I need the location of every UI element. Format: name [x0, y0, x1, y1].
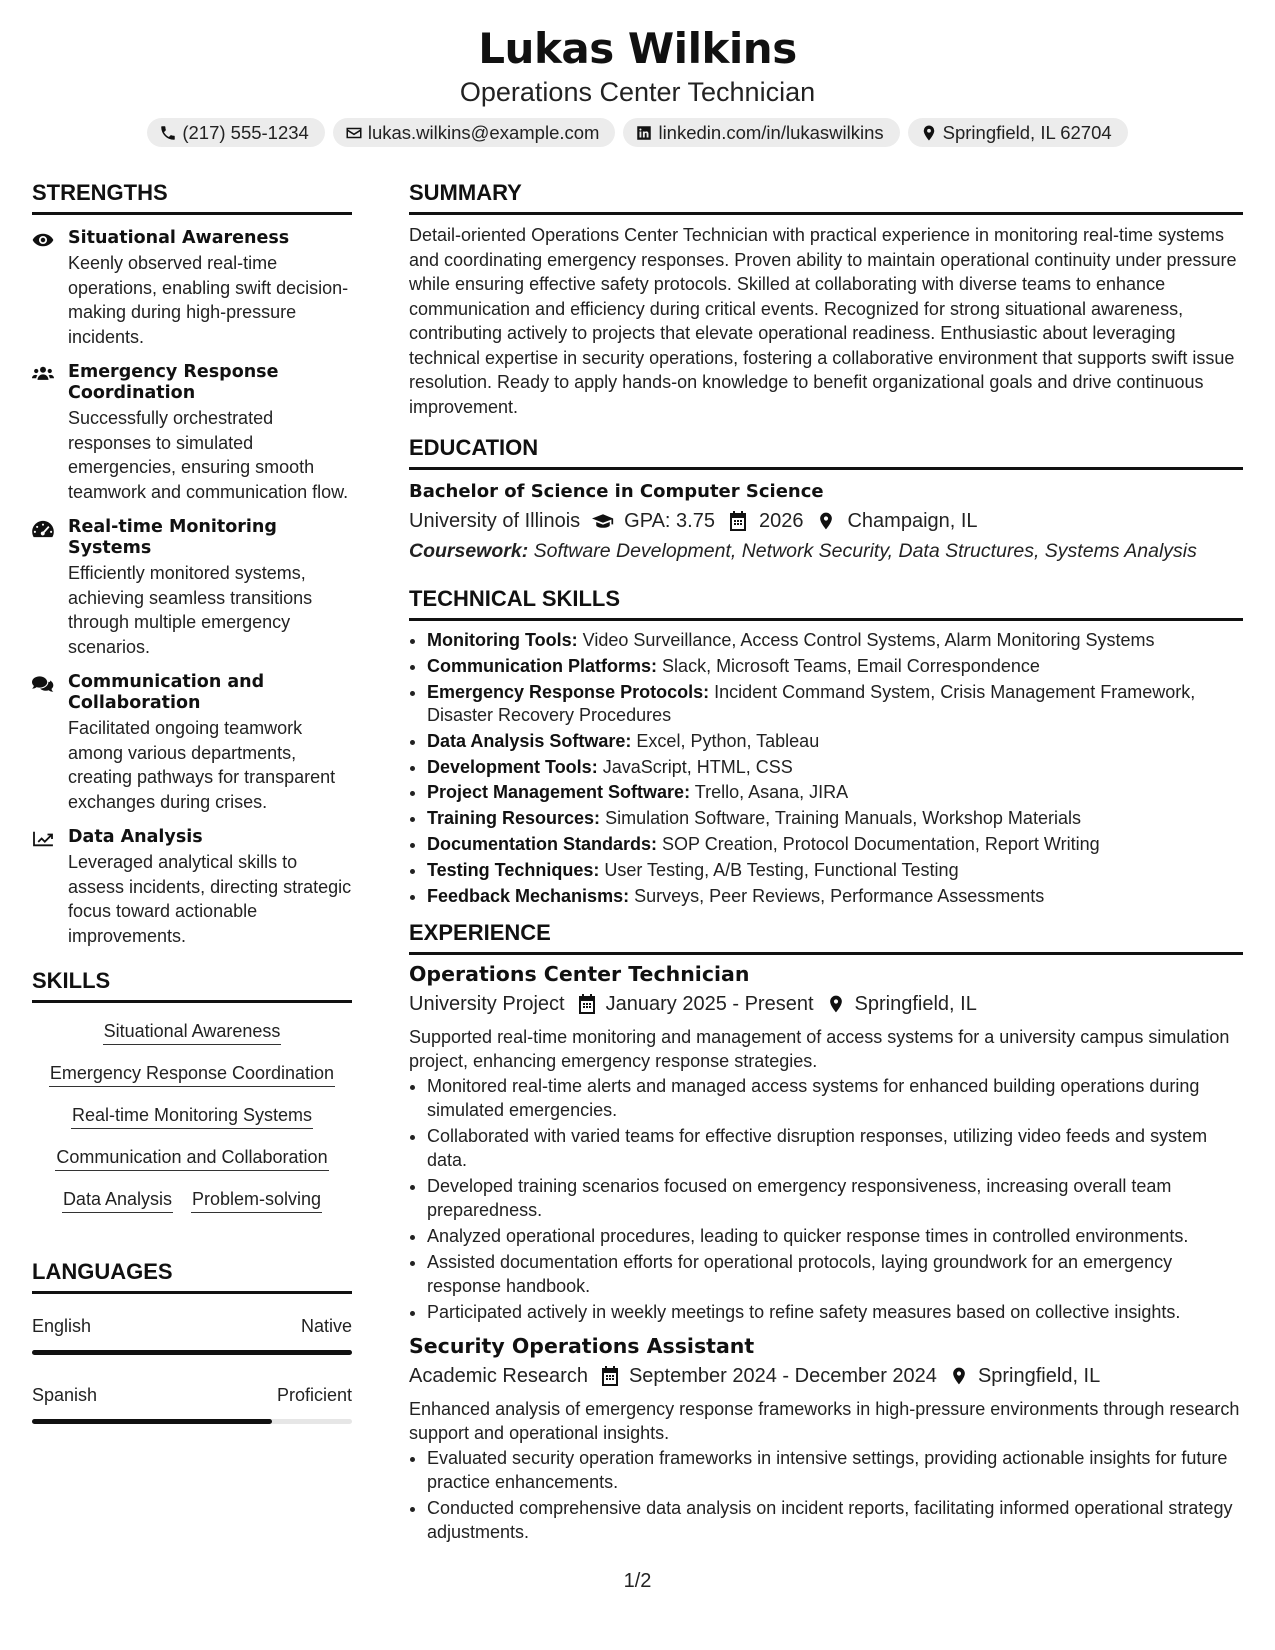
graduation-cap-icon [592, 511, 614, 531]
language-level: Native [300, 1316, 352, 1336]
list-item [427, 833, 1243, 857]
list-item [427, 781, 1243, 805]
skill-category: Communication Platforms: [427, 655, 658, 676]
gauge-icon [32, 520, 54, 538]
education-section [409, 433, 1243, 566]
skill-values: Video Surveillance, Access Control Systems, Alarm Monitoring Systems [582, 630, 1155, 650]
skill-category: Feedback Mechanisms: [427, 885, 630, 906]
school-location: Champaign, IL [847, 510, 978, 532]
job-title: Security Operations Assistant [409, 1334, 755, 1359]
skill-values: User Testing, A/B Testing, Functional Testing [604, 859, 959, 880]
comments-icon [32, 675, 54, 693]
contact-bar [0, 118, 1275, 147]
calendar-icon [727, 511, 749, 531]
chart-line-icon [32, 830, 54, 848]
language-item [32, 1314, 352, 1355]
list-item [427, 629, 1243, 653]
skill-category: Testing Techniques: [427, 859, 600, 880]
coursework [409, 536, 1243, 566]
skill-values: Incident Command System, Crisis Management Framework, Disaster Recovery Procedures [427, 681, 1196, 726]
job-meta [409, 989, 1243, 1019]
section-divider [32, 1000, 352, 1003]
left-column [32, 178, 352, 1424]
coursework-list: Software Development, Network Security, Data Structures, Systems Analysis [533, 540, 1197, 562]
section-divider [409, 618, 1243, 621]
skill-tag: Communication and Collaboration [55, 1144, 328, 1171]
languages-heading: LANGUAGES [32, 1259, 173, 1284]
skill-tag: Situational Awareness [103, 1018, 282, 1045]
list-item [427, 859, 1243, 883]
skill-values: Excel, Python, Tableau [636, 730, 820, 751]
language-level: Proficient [276, 1385, 352, 1405]
resume-header [0, 22, 1275, 147]
strength-item [32, 228, 352, 349]
job-location: Springfield, IL [977, 1365, 1101, 1388]
list-item: • Analyzed operational procedures, leading to quicker response times in controlled environments. [427, 1224, 1243, 1248]
gpa: GPA: 3.75 [624, 510, 715, 532]
strength-item [32, 672, 352, 814]
summary-heading: SUMMARY [409, 180, 522, 205]
list-item: • Developed training scenarios focused on emergency responsiveness, increasing overall team preparedness. [427, 1174, 1243, 1222]
languages-section [32, 1257, 352, 1424]
job-entry [409, 959, 1243, 1324]
skill-tag: Problem-solving [191, 1186, 322, 1213]
job-meta [409, 1361, 1243, 1391]
skill-values: Trello, Asana, JIRA [694, 782, 849, 803]
candidate-title: Operations Center Technician [459, 77, 816, 107]
experience-section [409, 918, 1243, 1544]
contact-phone[interactable] [147, 118, 325, 147]
skill-category: Project Management Software: [427, 782, 691, 803]
job-bullets [409, 1074, 1243, 1324]
strength-desc: Leveraged analytical skills to assess incidents, directing strategic focus toward actionable improvements. [68, 852, 352, 946]
skill-category: Data Analysis Software: [427, 730, 632, 751]
calendar-icon [600, 1366, 620, 1386]
job-dates: September 2024 - December 2024 [628, 1365, 937, 1388]
strength-item [32, 362, 352, 504]
strength-title: Communication and Collaboration [68, 672, 265, 713]
eye-icon [32, 231, 54, 249]
section-divider [409, 212, 1243, 215]
skill-values: JavaScript, HTML, CSS [602, 756, 793, 777]
skill-values: Simulation Software, Training Manuals, Workshop Materials [605, 808, 1081, 829]
contact-linkedin[interactable] [623, 118, 899, 147]
section-divider [32, 1291, 352, 1294]
job-title: Operations Center Technician [409, 962, 750, 987]
language-proficiency-bar [32, 1419, 352, 1424]
technical-skills-section [409, 584, 1243, 908]
strength-item [32, 827, 352, 948]
list-item [427, 730, 1243, 754]
phone-icon [159, 124, 177, 142]
location-pin-icon [826, 994, 846, 1014]
location-pin-icon [949, 1366, 969, 1386]
contact-location-text: Springfield, IL 62704 [942, 121, 1112, 143]
summary-text: Detail-oriented Operations Center Technician with practical experience in monitoring real-time systems and coordinating emergency responses. Proven ability to maintain operational continuity under pressure while ensuring effective safety protocols. Skilled at collaborating with diverse teams to enhance communication and efficiency during critical events. Recognized for strong situational awareness, contributing actively to projects that elevate operational readiness. Enthusiastic about leveraging technical expertise in security operations, fostering a collaborative environment that supports swift issue resolution. Ready to apply hands-on knowledge to benefit organizational goals and drive continuous improvement. [409, 225, 1237, 417]
strength-desc: Successfully orchestrated responses to simulated emergencies, ensuring smooth teamwork and communication flow. [68, 408, 349, 502]
list-item: • Evaluated security operation frameworks in intensive settings, providing actionable insights for future practice enhancements. [427, 1446, 1243, 1494]
list-item: • Participated actively in weekly meetings to refine safety measures based on collective insights. [427, 1300, 1243, 1324]
strengths-section [32, 178, 352, 948]
skill-category: Emergency Response Protocols: [427, 681, 710, 702]
skill-tag: Data Analysis [62, 1186, 173, 1213]
section-divider [32, 212, 352, 215]
location-pin-icon [815, 511, 837, 531]
language-item [32, 1383, 352, 1424]
job-org: University Project [409, 993, 565, 1016]
list-item [427, 681, 1243, 728]
section-divider [409, 467, 1243, 470]
language-proficiency-fill [32, 1419, 272, 1424]
job-description: Enhanced analysis of emergency response frameworks in high-pressure environments through research support and operational insights. [409, 1399, 1240, 1444]
location-pin-icon [920, 124, 938, 142]
skills-section [32, 966, 352, 1221]
job-dates: January 2025 - Present [605, 993, 814, 1016]
education-meta [409, 506, 1243, 536]
job-org: Academic Research [409, 1365, 588, 1388]
strength-desc: Facilitated ongoing teamwork among various departments, creating pathways for transparent exchanges during crises. [68, 718, 336, 812]
contact-linkedin-text: linkedin.com/in/lukaswilkins [658, 121, 884, 143]
language-proficiency-fill [32, 1350, 352, 1355]
linkedin-icon [635, 124, 653, 142]
strength-desc: Efficiently monitored systems, achieving seamless transitions through multiple emergency scenarios. [68, 563, 313, 657]
language-name: English [32, 1316, 92, 1336]
section-divider [409, 952, 1243, 955]
skill-values: SOP Creation, Protocol Documentation, Report Writing [662, 834, 1100, 855]
coursework-label: Coursework: [409, 540, 529, 562]
candidate-name: Lukas Wilkins [478, 24, 797, 73]
envelope-icon [345, 124, 363, 142]
contact-email[interactable] [333, 118, 616, 147]
school-name: University of Illinois [409, 510, 581, 532]
contact-email-text: lukas.wilkins@example.com [367, 121, 600, 143]
strength-desc: Keenly observed real-time operations, enabling swift decision-making during high-pressure incidents. [68, 253, 349, 347]
graduation-year: 2026 [758, 510, 804, 532]
skill-category: Training Resources: [427, 808, 601, 829]
skill-values: Surveys, Peer Reviews, Performance Assessments [634, 885, 1045, 906]
strength-title: Real-time Monitoring Systems [68, 517, 277, 558]
list-item: • Assisted documentation efforts for operational protocols, laying groundwork for an emergency response handbook. [427, 1250, 1243, 1298]
skills-heading: SKILLS [32, 968, 111, 993]
users-icon [32, 365, 54, 383]
right-column [409, 178, 1243, 1546]
technical-skills-list [409, 629, 1243, 908]
skill-category: Monitoring Tools: [427, 630, 578, 650]
summary-section [409, 178, 1243, 419]
skill-values: Slack, Microsoft Teams, Email Correspondence [662, 655, 1040, 676]
contact-phone-text: (217) 555-1234 [182, 121, 309, 143]
job-description: Supported real-time monitoring and management of access systems for a university campus simulation project, enhancing emergency response strategies. [409, 1027, 1230, 1072]
skill-tag: Emergency Response Coordination [49, 1060, 335, 1087]
strength-title: Situational Awareness [68, 228, 290, 248]
strengths-heading: STRENGTHS [32, 180, 168, 205]
list-item: • Monitored real-time alerts and managed access systems for enhanced building operations during simulated emergencies. [427, 1074, 1243, 1122]
technical-skills-heading: TECHNICAL SKILLS [409, 586, 621, 611]
strength-item [32, 517, 352, 659]
list-item [427, 807, 1243, 831]
strength-title: Data Analysis [68, 827, 203, 847]
education-heading: EDUCATION [409, 435, 539, 460]
language-proficiency-bar [32, 1350, 352, 1355]
language-name: Spanish [32, 1385, 98, 1405]
experience-heading: EXPERIENCE [409, 920, 551, 946]
page-number: 1/2 [623, 1570, 652, 1592]
skill-category: Development Tools: [427, 756, 598, 777]
list-item: • Collaborated with varied teams for effective disruption responses, utilizing video feeds and system data. [427, 1124, 1243, 1172]
skill-category: Documentation Standards: [427, 834, 658, 855]
calendar-icon [577, 994, 597, 1014]
skills-tags [32, 1011, 352, 1221]
job-bullets [409, 1446, 1243, 1544]
job-entry [409, 1331, 1243, 1544]
job-location: Springfield, IL [854, 993, 977, 1016]
list-item [427, 756, 1243, 780]
list-item [427, 885, 1243, 909]
contact-location [908, 118, 1128, 147]
degree: Bachelor of Science in Computer Science [409, 481, 824, 502]
list-item [427, 655, 1243, 679]
skill-tag: Real-time Monitoring Systems [71, 1102, 313, 1129]
strength-title: Emergency Response Coordination [68, 362, 279, 403]
list-item: • Conducted comprehensive data analysis on incident reports, facilitating informed operational strategy adjustments. [427, 1496, 1243, 1544]
